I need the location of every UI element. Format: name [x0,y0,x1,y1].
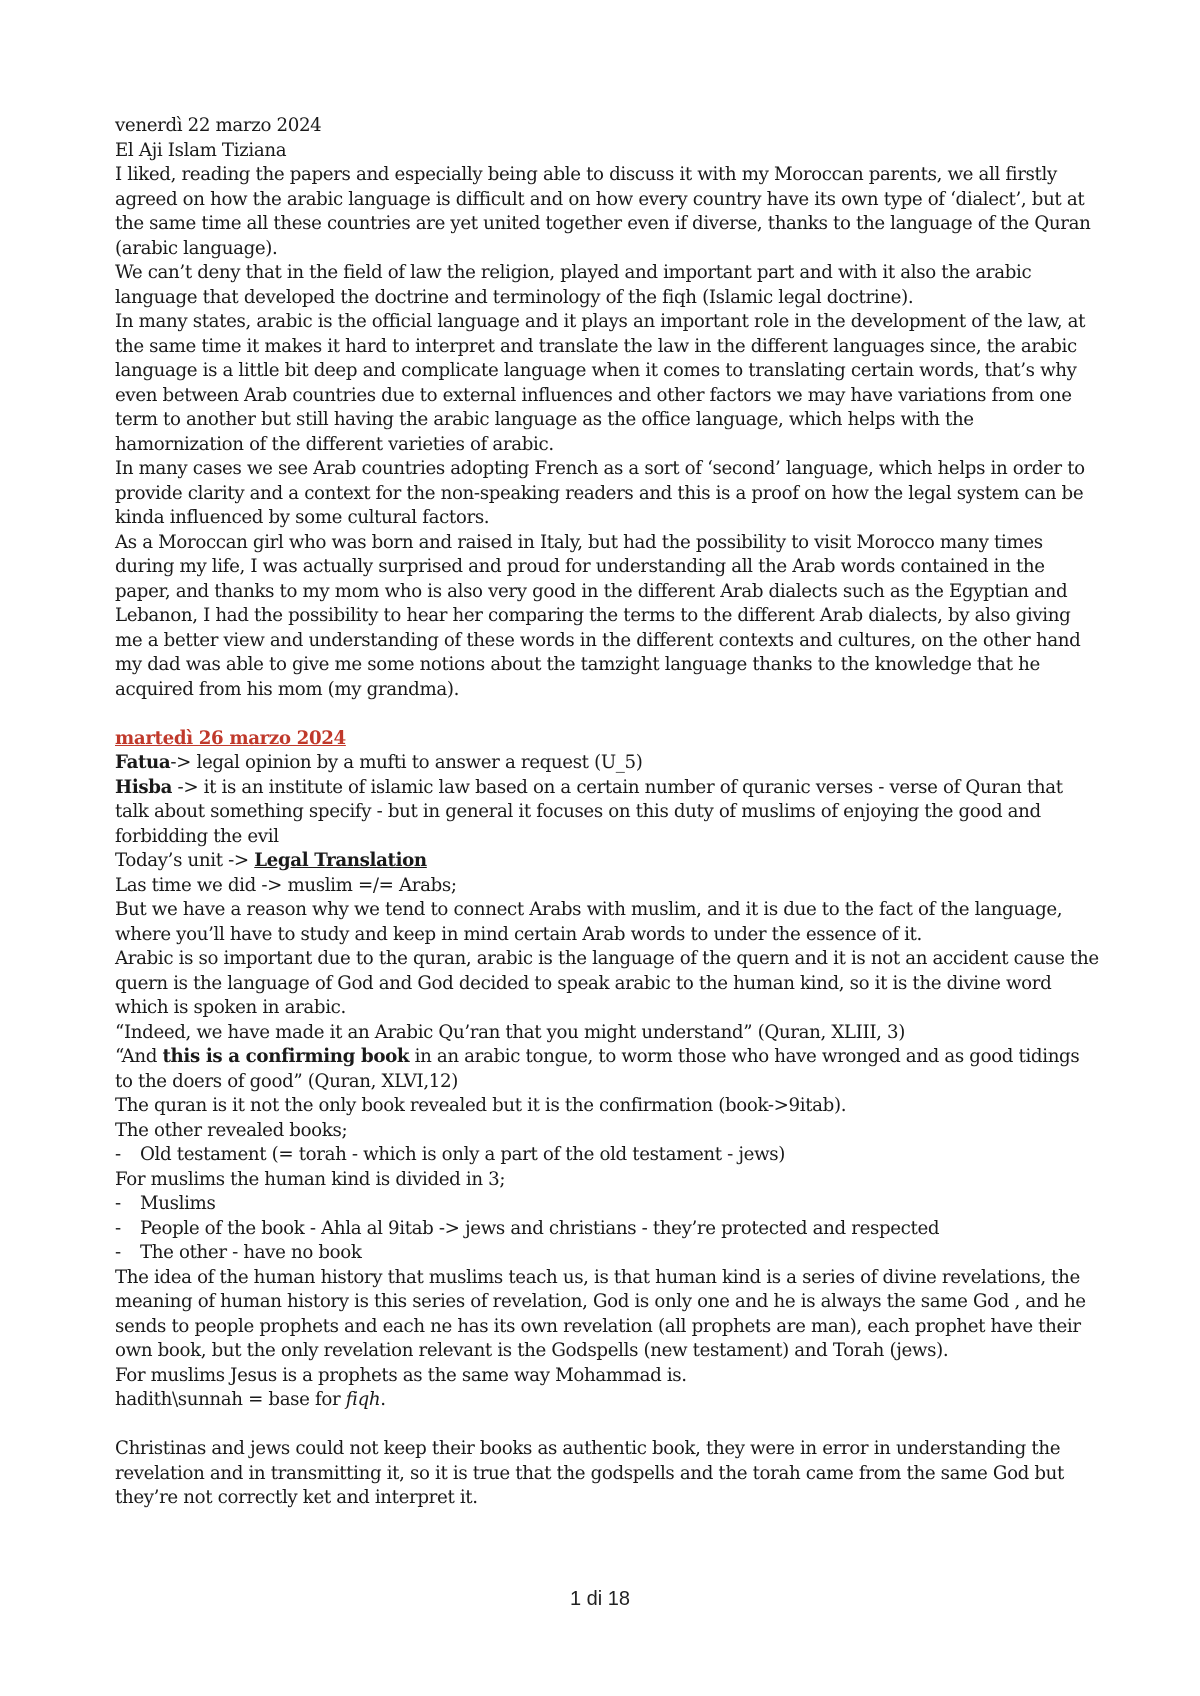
entry-date: venerdì 22 marzo 2024 [115,115,322,136]
quote: “Indeed, we have made it an Arabic Qu’ran that you might understand” (Quran, XLIII, 3) [115,1021,905,1043]
paragraph: But we have a reason why we tend to connect Arabs with muslim, and it is due to the fact of the language, where you’ll have to study and keep in mind certain Arab words to under the essence of it. [115,899,1063,945]
paragraph: In many states, arabic is the official language and it plays an important role in the development of the law, at the same time it makes it hard to interpret and translate the law in the different languages since, the arabic language is a little bit deep and complicate language when it comes to translating certain words, that’s why even between Arab countries due to external influences and other factors we may have variations from one term to another but still having the arabic language as the office language, which helps with the hamornization of the different varieties of arabic. [115,311,1086,455]
paragraph: In many cases we see Arab countries adopting French as a sort of ‘second’ language, which helps in order to provide clarity and a context for the non-speaking readers and this is a proof on how the legal system can be kinda influenced by some cultural factors. [115,458,1085,528]
term-fatua: Fatua [115,752,171,773]
unit-prefix: Today’s unit -> [115,850,255,871]
paragraph: For muslims Jesus is a prophets as the same way Mohammad is. [115,1364,687,1386]
hadith-text: . [380,1389,386,1410]
term-hisba: Hisba [115,776,173,798]
hisba-definition [115,776,1100,850]
list-item: - The other - have no book [115,1242,362,1263]
quote-bold: this is a confirming book [162,1046,410,1067]
page-number: 1 di 18 [569,1588,631,1610]
quote-text: “And [115,1046,163,1067]
paragraph: For muslims the human kind is divided in 3; [115,1168,506,1190]
paragraph: The quran is it not the only book revealed but it is the confirmation (book->9itab). [115,1095,847,1116]
list-item: - Muslims [115,1193,216,1214]
list-item-text: Old testament (= torah - which is only a part of the old testament - jews) [140,1144,786,1165]
paragraph: We can’t deny that in the field of law the religion, played and important part and with it also the arabic language that developed the doctrine and terminology of the fiqh (Islamic legal doctrine). [115,262,1032,308]
paragraph: Christinas and jews could not keep their books as authentic book, they were in error in understanding the revelation and in transmitting it, so it is true that the godspells and the torah came from the same God but they’re not correctly ket and interpret it. [115,1438,1065,1508]
notes-page [115,114,1100,1511]
paragraph: The idea of the human history that muslims teach us, is that human kind is a series of divine revelations, the meaning of human history is this series of revelation, God is only one and he is always the same God , and he sends to people prophets and each ne has its own revelation (all prophets are man), each prophet have their own book, but the only revelation relevant is the Godspells (new testament) and Torah (jews). [115,1266,1086,1361]
fatua-definition [115,751,1100,776]
paragraph: Las time we did -> muslim =/= Arabs; [115,874,457,896]
paragraph: As a Moroccan girl who was born and raised in Italy, but had the possibility to visit Morocco many times during my life, I was actually surprised and proud for understanding all the Arab words contained in the paper, and thanks to my mom who is also very good in the different Arab dialects such as the Egyptian and Lebanon, I had the possibility to hear her comparing the terms to the different Arab dialects, by also giving me a better view and understanding of these words in the different contexts and cultures, on the other hand my dad was able to give me some notions about the tamzight language thanks to the knowledge that he acquired from his mom (my grandma). [115,531,1081,700]
author-name: El Aji Islam Tiziana [115,139,287,161]
quote [115,1045,1100,1094]
quote-text: in an arabic tongue, to worm those who have wronged and as good tidings to the doers of good” (Quran, XLVI,12) [115,1046,1080,1092]
paragraph: Arabic is so important due to the quran, arabic is the language of the quern and it is not an accident cause the quern is the language of God and God decided to speak arabic to the human kind, so it is the divine word which is spoken in arabic. [115,948,1099,1018]
list-item-text: Muslims [140,1193,216,1214]
list-item-text: The other - have no book [140,1242,362,1263]
fatua-text: -> legal opinion by a mufti to answer a request (U_5) [170,752,643,773]
list-item-text: People of the book - Ahla al 9itab -> jews and christians - they’re protected and respected [140,1217,940,1239]
hisba-text: -> it is an institute of islamic law based on a certain number of quranic verses - verse of Quran that talk about something specify - but in general it focuses on this duty of muslims of enjoying the good and forbidding the evil [115,776,1063,847]
list-item: - Old testament (= torah - which is only a part of the old testament - jews) [115,1144,786,1165]
fiqh-term: fiqh [345,1389,381,1410]
list-item: - People of the book - Ahla al 9itab -> jews and christians - they’re protected and respected [115,1217,940,1239]
hadith-text: hadith\sunnah = base for [115,1389,346,1410]
spacer [115,1413,1100,1438]
hadith-line [115,1388,1100,1413]
unit-title: Legal Translation [254,850,427,871]
entry-date-heading: martedì 26 marzo 2024 [115,727,346,749]
paragraph: I liked, reading the papers and especially being able to discuss it with my Moroccan parents, we all firstly agreed on how the arabic language is difficult and on how every country have its own type of ‘dialect’, but at the same time all these countries are yet united together even if diverse, thanks to the language of the Quran (arabic language). [115,164,1091,259]
paragraph: The other revealed books; [115,1119,348,1141]
todays-unit [115,849,1100,874]
spacer [115,702,1100,727]
